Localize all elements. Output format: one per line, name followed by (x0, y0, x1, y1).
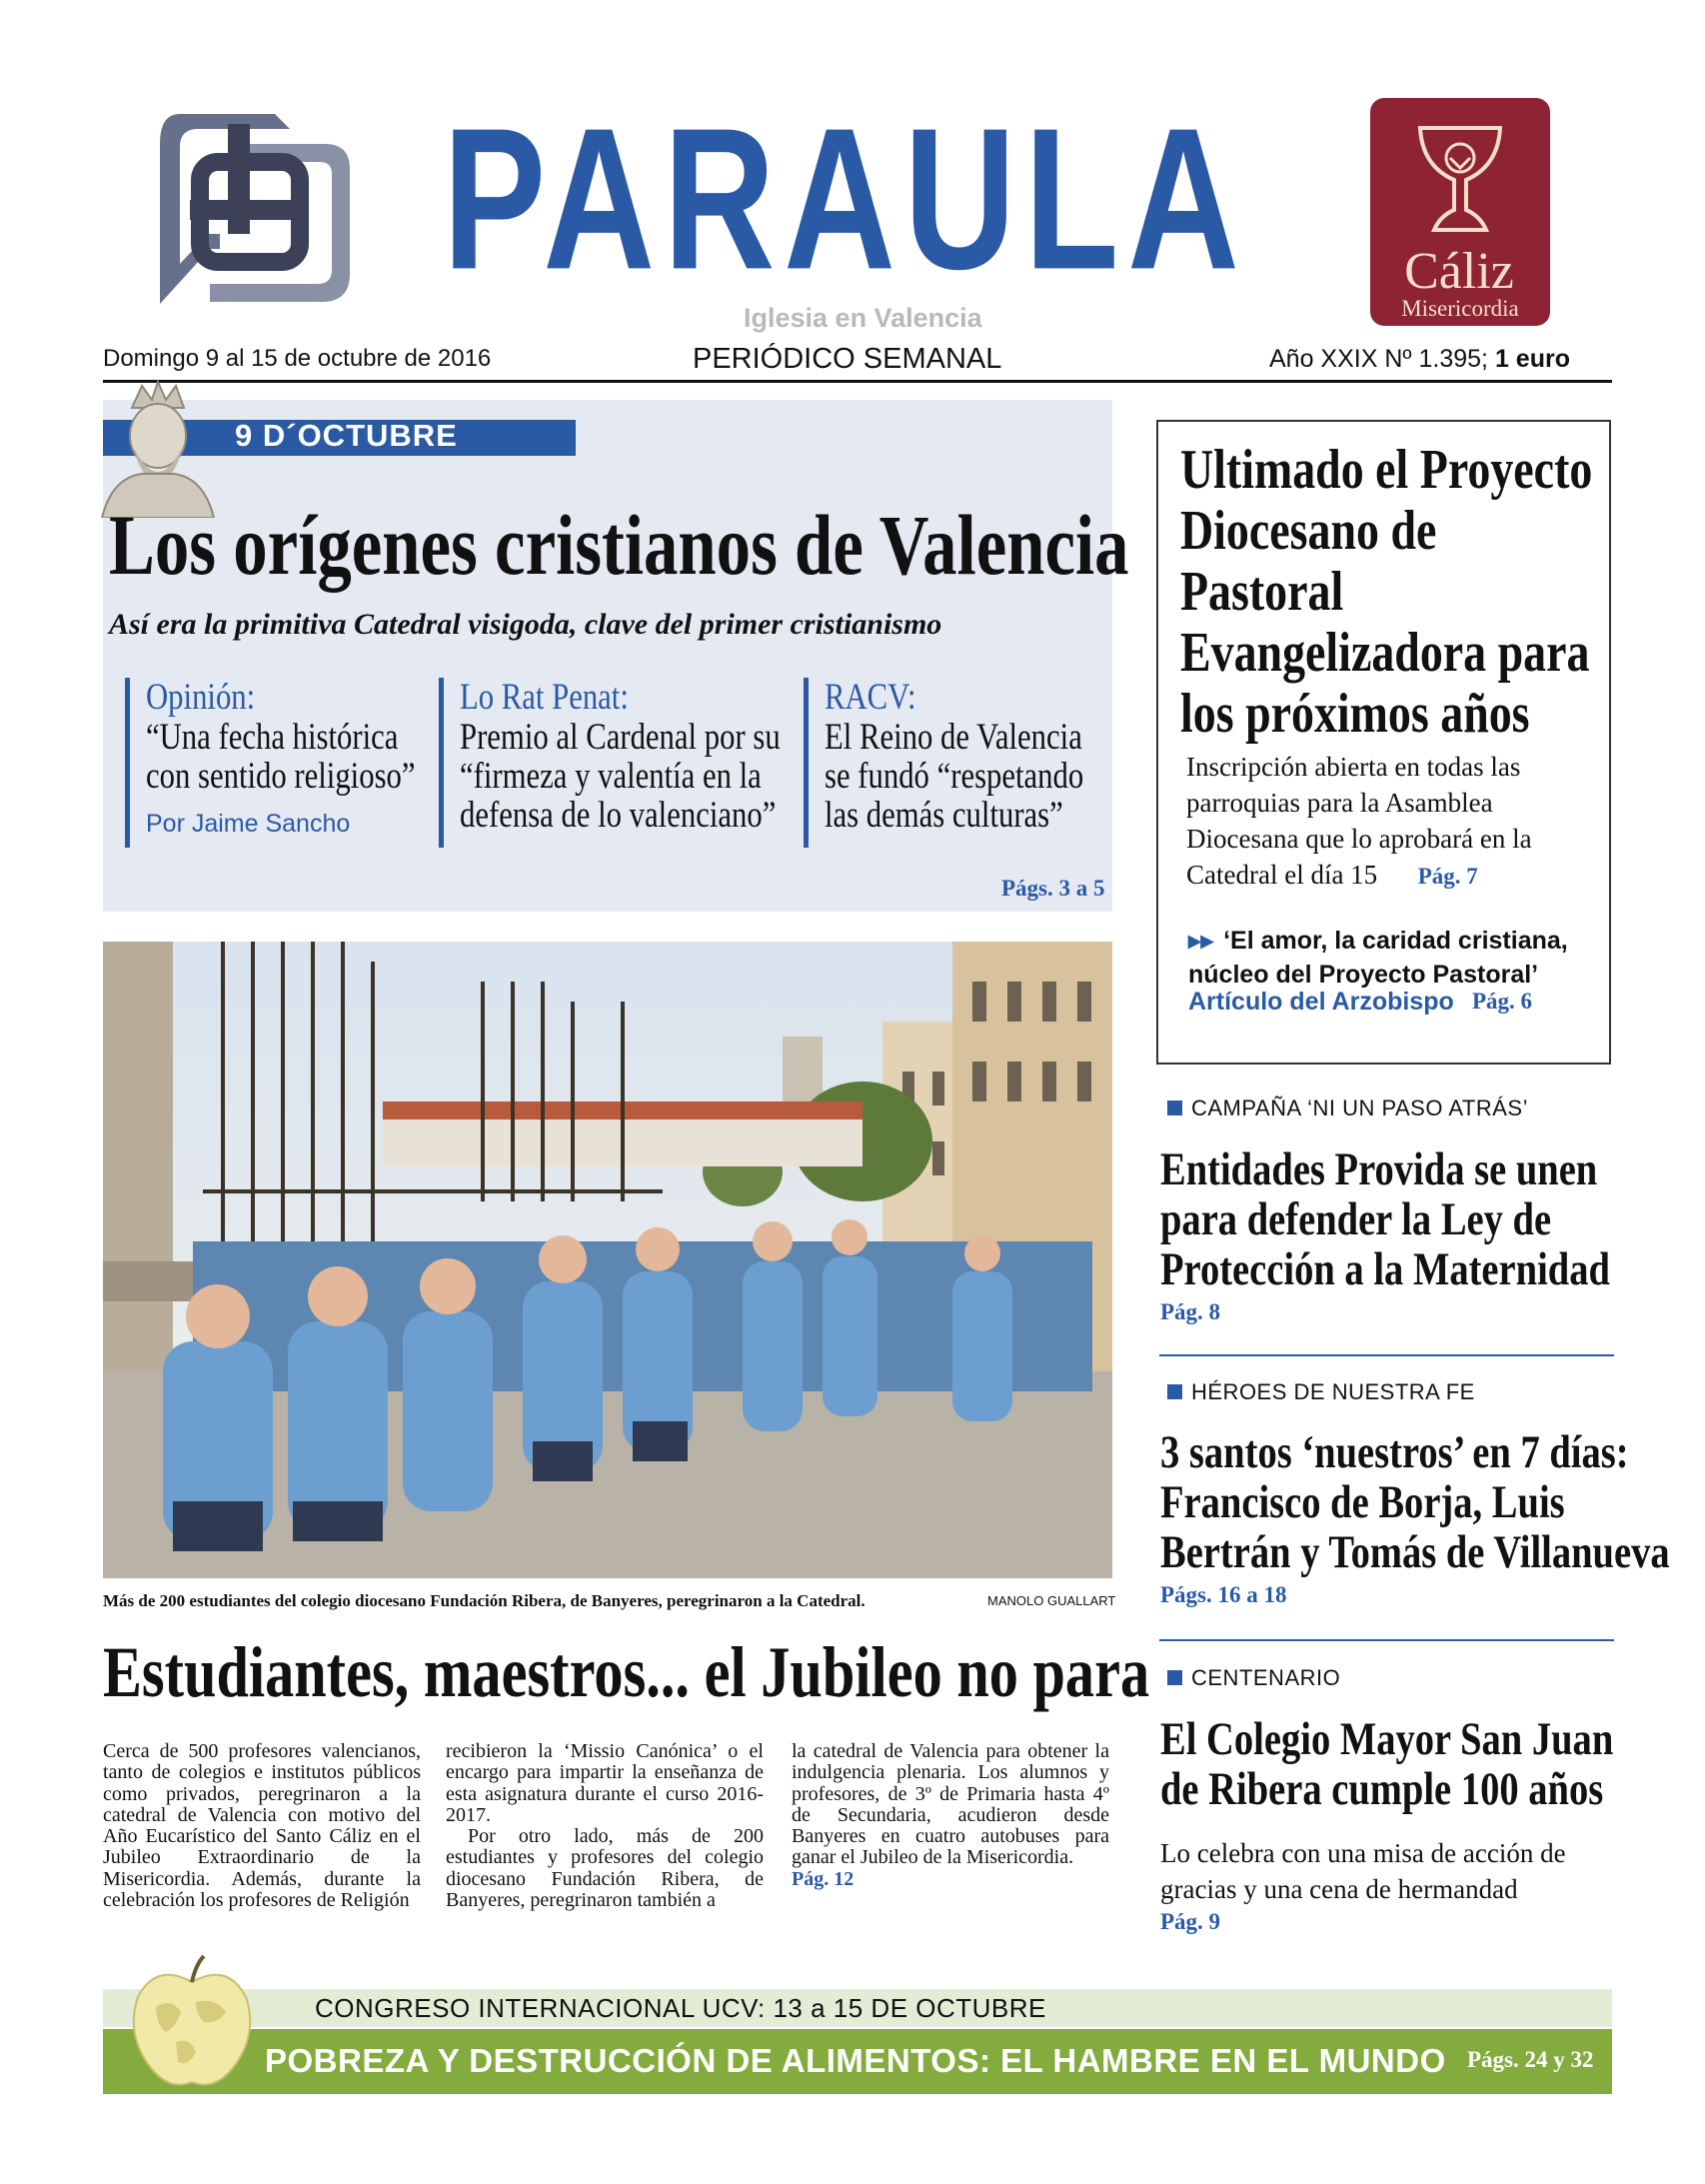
column-line: se fundó “respetando (825, 756, 1084, 797)
column-line: “firmeza y valentía en la (460, 756, 762, 797)
story-column-1: Cerca de 500 profesores valencianos, tanto de colegios e institutos públicos como privados, peregrinaron a la catedral de Valencia con motivo del Año Eucarístico del Santo Cáliz en el Jubileo Extraordinario de la Misericordia. Además, durante la celebración los profesores de Religión (103, 1740, 421, 1912)
side-kicker: CENTENARIO (1167, 1665, 1340, 1691)
edition-label: PERIÓDICO SEMANAL (693, 343, 1002, 375)
right-box-headline: Ultimado el Proyecto Diocesano de Pastoral Evangelizadora para los próximos años (1180, 439, 1593, 745)
column-byline: Por Jaime Sancho (146, 810, 351, 838)
column-line: las demás culturas” (825, 795, 1063, 836)
hunger-banner-text: POBREZA Y DESTRUCCIÓN DE ALIMENTOS: EL HAMBRE EN EL MUNDO (265, 2042, 1446, 2079)
story-column-2: recibieron la ‘Missio Canónica’ o el encargo para impartir la enseñanza de esta asignatura durante el curso 2016-2017. Por otro lado, más de 200 estudiantes y profesores del colegio diocesano Fundación Ribera, de Banyeres, peregrinaron también a (446, 1740, 764, 1912)
feature-column-racv (804, 678, 1124, 848)
issue-price: 1 euro (1494, 345, 1570, 373)
feature-column-opinion (125, 678, 446, 848)
column-line: defensa de lo valenciano” (460, 795, 777, 836)
issue-number: Año XXIX Nº 1.395; (1269, 345, 1488, 373)
story-column-3: la catedral de Valencia para obtener la indulgencia plenaria. Los alumnos y profesores, de 3º de Primaria hasta 4º de Secundaria, acudieron desde Banyeres en cuatro autobuses para ganar el Jubileo de la Misericordia. Pág. 12 (792, 1740, 1109, 1890)
story-page-ref: Pág. 12 (792, 1867, 854, 1890)
hunger-banner-pages: Págs. 24 y 32 (1467, 2047, 1594, 2072)
lead-headline: Los orígenes cristianos de Valencia (109, 497, 1129, 593)
right-box-page-ref: Pág. 7 (1417, 864, 1478, 889)
chalice-icon (1410, 118, 1510, 248)
side-kicker: CAMPAÑA ‘NI UN PASO ATRÁS’ (1167, 1095, 1528, 1121)
column-kicker: Opinión: (146, 677, 256, 718)
column-line: “Una fecha histórica (146, 717, 399, 758)
double-arrow-icon: ▸▸ (1188, 927, 1214, 955)
dateline: Domingo 9 al 15 de octubre de 2016 (103, 345, 492, 372)
masthead-rule (103, 380, 1612, 383)
side-headline: Entidades Provida se unen para defender la Ley de Protección a la Maternidad (1160, 1143, 1610, 1295)
pilgrimage-photo (103, 942, 1112, 1578)
photo-credit: MANOLO GUALLART (987, 1593, 1116, 1608)
side-headline: El Colegio Mayor San Juan de Ribera cumple 100 años (1160, 1713, 1614, 1815)
square-bullet-icon (1167, 1384, 1182, 1399)
column-kicker: Lo Rat Penat: (460, 677, 629, 718)
caliz-misericordia-logo (1370, 98, 1550, 326)
paraula-logo-icon (150, 104, 360, 326)
side-headline: 3 santos ‘nuestros’ en 7 días: Francisco de Borja, Luis Bertrán y Tomás de Villanueva (1160, 1426, 1670, 1578)
column-line: con sentido religioso” (146, 756, 416, 797)
congress-banner-text: CONGRESO INTERNACIONAL UCV: 13 a 15 DE OCTUBRE (315, 1993, 1046, 2023)
masthead-title: PARAULA (443, 86, 1248, 312)
story-headline: Estudiantes, maestros... el Jubileo no para (103, 1632, 1150, 1712)
issue-info (1269, 345, 1570, 374)
feature-column-lo-rat-penat (439, 678, 800, 848)
right-box-author-page: Pág. 6 (1472, 989, 1533, 1014)
world-apple-icon (126, 1952, 258, 2094)
logo-word-caliz: Cáliz (1404, 243, 1514, 300)
masthead-subtitle: Iglesia en Valencia (744, 303, 982, 333)
right-box-quote: ▸▸ ‘El amor, la caridad cristiana, núcleo del Proyecto Pastoral’ (1188, 927, 1568, 989)
right-box-description: Inscripción abierta en todas las parroquias para la Asamblea Diocesana que lo aprobará en la Catedral el día 15 Pág. 7 (1186, 752, 1532, 890)
square-bullet-icon (1167, 1100, 1182, 1115)
side-page-ref: Págs. 16 a 18 (1160, 1582, 1287, 1607)
side-divider (1159, 1354, 1614, 1356)
side-page-ref: Pág. 9 (1160, 1909, 1221, 1934)
side-page-ref: Pág. 8 (1160, 1299, 1221, 1324)
section-tag: 9 D´OCTUBRE (235, 418, 458, 453)
column-line: El Reino de Valencia (825, 717, 1082, 758)
side-kicker: HÉROES DE NUESTRA FE (1167, 1379, 1475, 1405)
right-box-author: Artículo del Arzobispo (1188, 988, 1454, 1016)
photo-caption: Más de 200 estudiantes del colegio diocesano Fundación Ribera, de Banyeres, peregrinaron a la Catedral. (103, 1591, 865, 1610)
lead-subhead: Así era la primitiva Catedral visigoda, clave del primer cristianismo (109, 608, 942, 641)
logo-word-misericordia: Misericordia (1401, 296, 1519, 321)
feature-page-ref: Págs. 3 a 5 (1001, 876, 1105, 901)
side-description: Lo celebra con una misa de acción de gracias y una cena de hermandad (1160, 1838, 1566, 1904)
column-kicker: RACV: (825, 677, 916, 718)
column-line: Premio al Cardenal por su (460, 717, 781, 758)
